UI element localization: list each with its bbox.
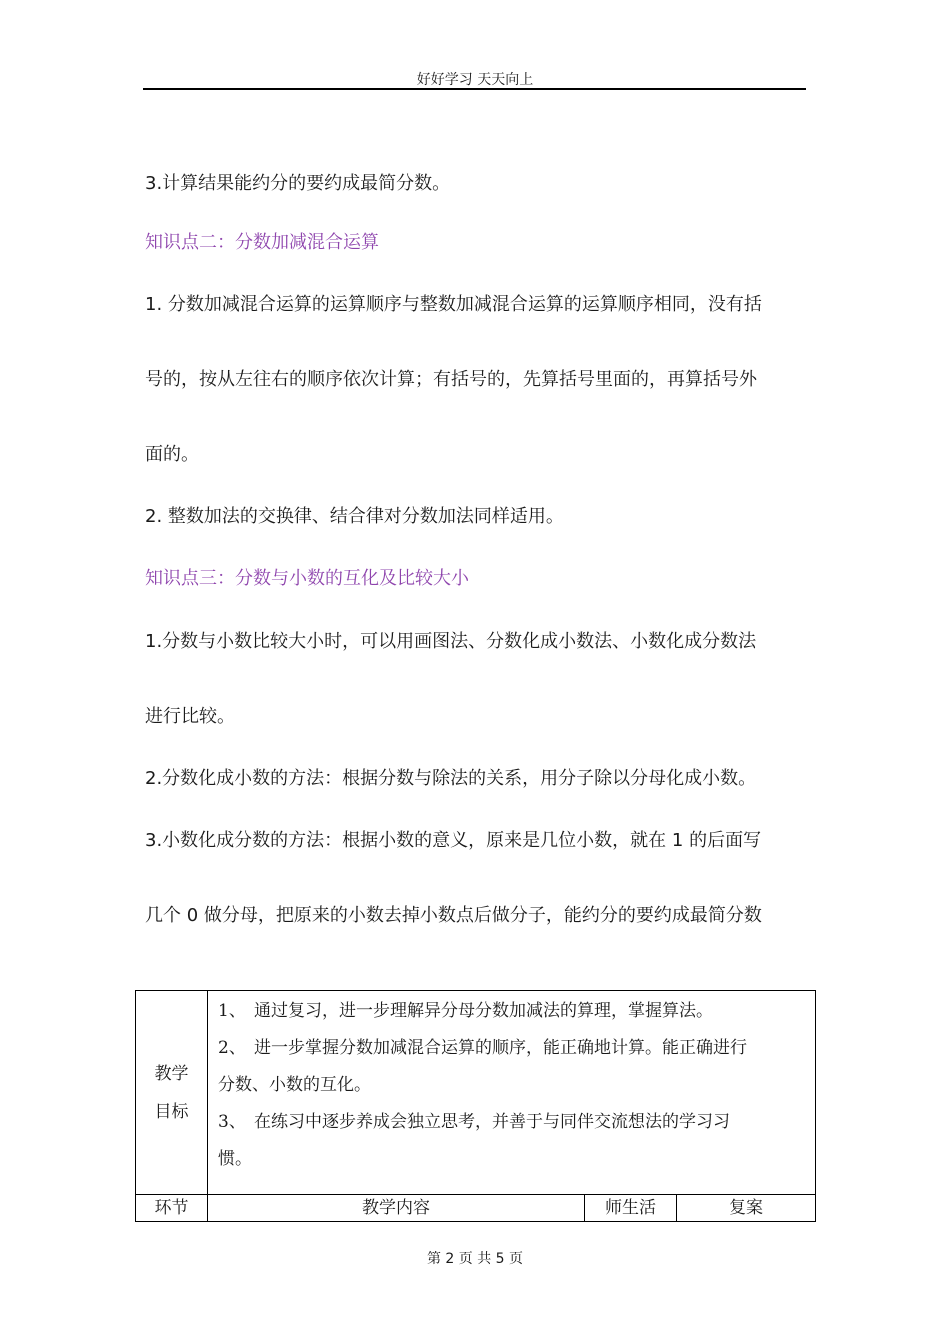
goal-text: 在练习中逐步养成会独立思考，并善于与同伴交流想法的学习习 (254, 1112, 730, 1132)
page-footer: 第 2 页 共 5 页 (426, 1251, 524, 1267)
goal-item (218, 1104, 807, 1141)
paragraph-line: 2. 整数加法的交换律、结合律对分数加法同样适用。 (145, 506, 564, 527)
paragraph-line: 3.计算结果能约分的要约成最简分数。 (145, 173, 451, 194)
goal-number: 2、 (218, 1038, 246, 1058)
goals-label-line: 教学 (154, 1063, 189, 1084)
goals-label-cell (136, 991, 208, 1195)
paragraph-line: 1.分数与小数比较大小时，可以用画图法、分数化成小数法、小数化成分数法 (145, 631, 757, 652)
section-heading: 知识点三：分数与小数的互化及比较大小 (145, 568, 469, 589)
paragraph-line: 3.小数化成分数的方法：根据小数的意义，原来是几位小数，就在 1 的后面写 (145, 830, 762, 851)
goal-continuation: 惯。 (218, 1149, 252, 1169)
paragraph-line: 1. 分数加减混合运算的运算顺序与整数加减混合运算的运算顺序相同，没有括 (145, 294, 762, 315)
column-header: 师生活 (585, 1195, 677, 1222)
goal-number: 3、 (218, 1112, 246, 1132)
teaching-goals-table (135, 990, 816, 1222)
paragraph-line: 进行比较。 (145, 706, 235, 727)
goals-label-line: 目标 (154, 1101, 189, 1122)
goals-content-cell (208, 991, 816, 1195)
goal-number: 1、 (218, 1001, 246, 1021)
column-header: 环节 (136, 1195, 208, 1222)
page-header: 好好学习 天天向上 (416, 72, 534, 88)
paragraph-line: 号的，按从左往右的顺序依次计算；有括号的，先算括号里面的，再算括号外 (145, 369, 757, 390)
header-divider (143, 88, 806, 90)
goal-text: 进一步掌握分数加减混合运算的顺序，能正确地计算。能正确进行 (254, 1038, 747, 1058)
goal-item (218, 1030, 807, 1067)
paragraph-line: 2.分数化成小数的方法：根据分数与除法的关系，用分子除以分母化成小数。 (145, 768, 757, 789)
goal-list (208, 991, 815, 1178)
paragraph-line: 几个 0 做分母，把原来的小数去掉小数点后做分子，能约分的要约成最简分数 (145, 905, 762, 926)
column-header: 复案 (677, 1195, 816, 1222)
goal-item (218, 993, 807, 1030)
section-heading: 知识点二：分数加减混合运算 (145, 232, 379, 253)
goal-text: 通过复习，进一步理解异分母分数加减法的算理，掌握算法。 (254, 1001, 713, 1021)
column-header: 教学内容 (208, 1195, 585, 1222)
table-header-row (136, 1195, 816, 1222)
goal-continuation: 分数、小数的互化。 (218, 1075, 371, 1095)
paragraph-line: 面的。 (145, 444, 199, 465)
